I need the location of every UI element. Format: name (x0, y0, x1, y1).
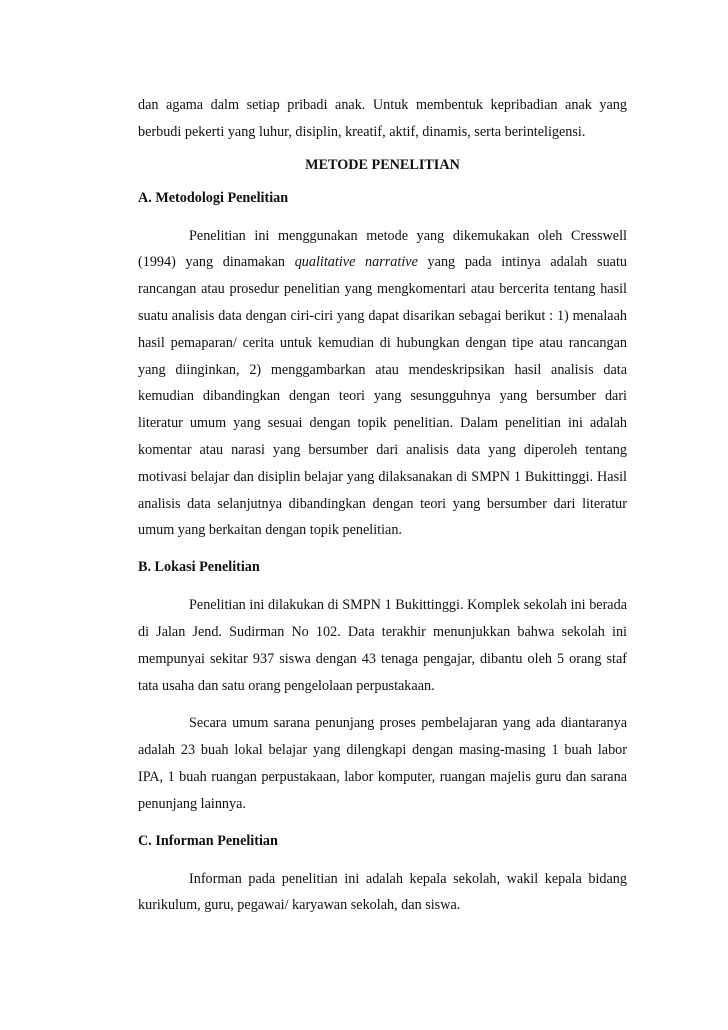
spacer (138, 207, 627, 223)
section-a-text-start: Penelitian ini menggunakan metode yang dikemukakan oleh Cresswell (1994) yang dinamakan (138, 227, 627, 271)
spacer (138, 576, 627, 592)
intro-paragraph: dan agama dalm setiap pribadi anak. Untuk membentuk kepribadian anak yang berbudi pekerti yang luhur, disiplin, kreatif, aktif, dinamis, serta berinteligensi. (138, 97, 627, 140)
spacer (138, 174, 627, 189)
spacer (138, 850, 627, 866)
section-c-paragraph: Informan pada penelitian ini adalah kepala sekolah, wakil kepala bidang kurikulum, guru, pegawai/ karyawan sekolah, dan siswa. (138, 870, 627, 914)
section-b-paragraph-1: Penelitian ini dilakukan di SMPN 1 Bukittinggi. Komplek sekolah ini berada di Jalan Jend. Sudirman No 102. Data terakhir menunjukkan bahwa sekolah ini mempunyai sekitar 937 siswa dengan 43 tenaga pengajar, dibantu oleh 5 orang staf tata usaha dan satu orang pengelolaan perpustakaan. (138, 597, 627, 694)
spacer (138, 699, 627, 710)
section-a-heading: A. Metodologi Penelitian (138, 189, 289, 206)
section-a-text-end: yang pada intinya adalah suatu rancangan atau prosedur penelitian yang mengkomentari atau bercerita tentang hasil suatu analisis data dengan ciri-ciri yang dapat disarikan sebagai berikut : 1) menalaah hasil pemaparan/ cerita untuk kemudian di hubungkan dengan tipe atau rancangan yang diinginkan, 2) menggambarkan atau mendeskripsikan hasil analisis data kemudian dibandingkan dengan teori yang sesungguhnya yang bersumber dari literatur umum yang sesuai dengan topik penelitian. Dalam penelitian ini adalah komentar atau narasi yang bersumber dari analisis data yang diperoleh tentang motivasi belajar dan disiplin belajar yang dilaksanakan di SMPN 1 Bukittinggi. Hasil analisis data selanjutnya dibandingkan dengan teori yang bersumber dari literatur umum yang berkaitan dengan topik penelitian. (138, 254, 628, 539)
section-b-heading: B. Lokasi Penelitian (138, 559, 260, 576)
spacer (138, 544, 627, 558)
section-a-paragraph (138, 223, 627, 545)
spacer (138, 818, 627, 832)
section-c-heading: C. Informan Penelitian (138, 832, 278, 849)
page-title: METODE PENELITIAN (305, 156, 460, 173)
document-page (138, 92, 627, 919)
section-b-paragraph-2: Secara umum sarana penunjang proses pembelajaran yang ada diantaranya adalah 23 buah lokal belajar yang dilengkapi dengan masing-masing 1 buah labor IPA, 1 buah ruangan perpustakaan, labor komputer, ruangan majelis guru dan sarana penunjang lainnya. (138, 715, 627, 812)
section-a-italic-term: qualitative narrative (294, 254, 418, 271)
